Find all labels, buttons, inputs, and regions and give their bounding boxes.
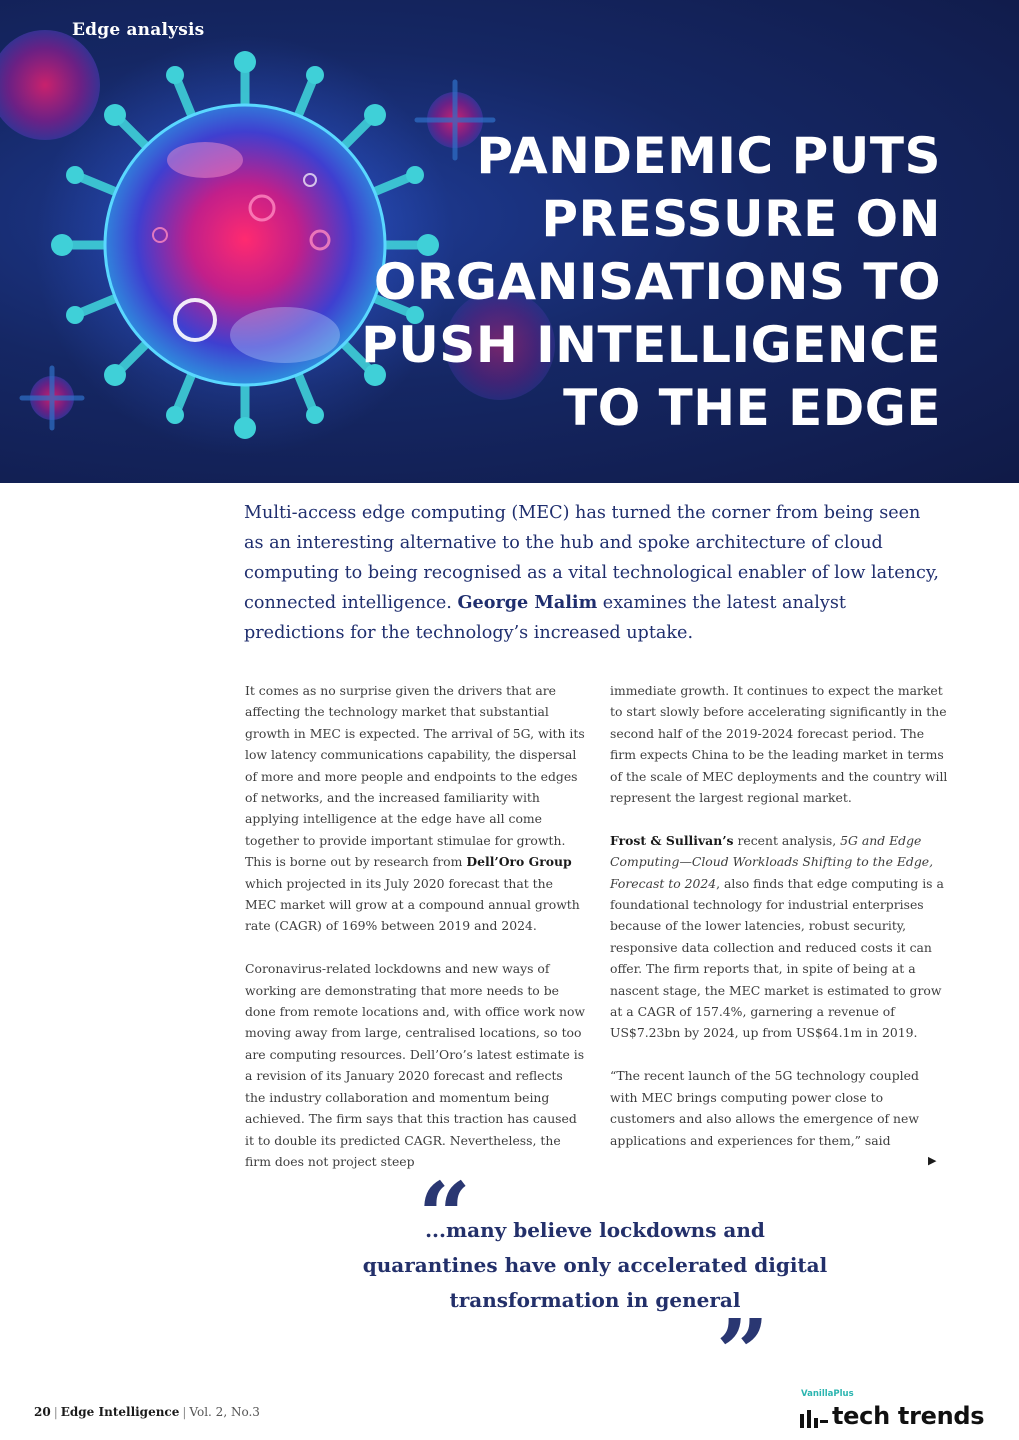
section-label: Edge analysis xyxy=(72,20,205,40)
company-name: Frost & Sullivan’s xyxy=(610,832,734,848)
publication-name: Edge Intelligence xyxy=(60,1405,180,1419)
body-column-right xyxy=(610,680,950,1172)
headline-line: PUSH INTELLIGENCE xyxy=(361,316,941,374)
open-quote-icon: “ xyxy=(418,1162,471,1270)
continue-arrow-icon: ▶ xyxy=(928,1154,937,1167)
body-column-left xyxy=(245,680,585,1194)
body-text: recent analysis, xyxy=(737,832,837,848)
pull-quote-line: ...many believe lockdowns and xyxy=(425,1218,765,1242)
headline-line: TO THE EDGE xyxy=(563,379,941,437)
pull-quote-line: quarantines have only accelerated digital xyxy=(362,1253,828,1277)
body-paragraph: “The recent launch of the 5G technology coupled with MEC brings computing power close to customers and also allows the emergence of new applications and experiences for them,” said xyxy=(610,1068,919,1148)
headline-line: PANDEMIC PUTS xyxy=(476,127,941,185)
body-paragraph: immediate growth. It continues to expect the market to start slowly before accelerating significantly in the second half of the 2019-2024 forecast period. The firm expects China to be the leading market in terms of the scale of MEC deployments and the country will represent the largest regional market. xyxy=(610,683,948,806)
bar-chart-logo-icon xyxy=(800,1408,828,1428)
body-text: It comes as no surprise given the drivers that are affecting the technology market that substantial growth in MEC is expected. The arrival of 5G, with its low latency communications capability, the dispersal of more and more people and endpoints to the edges of networks, and the increased familiarity with applying intelligence at the edge have all come together to provide important stimulae for growth. This is borne out by research from xyxy=(245,683,585,870)
headline-line: ORGANISATIONS TO xyxy=(373,253,941,311)
body-text: , also finds that edge computing is a foundational technology for industrial enterprises because of the lower latencies, robust security, responsive data collection and reduced costs it can offer. The firm reports that, in spite of being at a nascent stage, the MEC market is estimated to grow at a CAGR of 157.4%, garnering a revenue of US$7.23bn by 2024, up from US$64.1m in 2019. xyxy=(610,875,944,1041)
brand-parent-label: VanillaPlus xyxy=(801,1389,854,1399)
footer-separator: | xyxy=(182,1405,187,1419)
company-name: Dell’Oro Group xyxy=(466,854,572,870)
article-headline xyxy=(321,125,941,440)
author-name: George Malim xyxy=(457,592,598,613)
standfirst-text: Multi-access edge computing (MEC) has turned the corner from being seen as an interesting alternative to the hub and spoke architecture of cloud computing to being recognised as a vital technological enabler of low latency, connected intelligence. xyxy=(244,503,940,613)
footer-separator: | xyxy=(53,1405,58,1419)
hero-banner xyxy=(0,0,1019,483)
standfirst-text: examines the latest analyst predictions for the technology’s increased uptake. xyxy=(244,593,846,643)
body-paragraph xyxy=(610,830,950,1044)
brand-name: tech trends xyxy=(832,1402,985,1430)
report-title: 5G and Edge Computing—Cloud Workloads Shifting to the Edge, Forecast to 2024 xyxy=(610,832,934,891)
tech-trends-logo xyxy=(800,1400,984,1428)
headline-line: PRESSURE ON xyxy=(541,190,941,248)
article-standfirst xyxy=(244,498,944,648)
page-number: 20 xyxy=(34,1405,51,1419)
page-footer xyxy=(34,1405,260,1419)
issue-volume: Vol. 2, No.3 xyxy=(189,1405,260,1419)
body-text: which projected in its July 2020 forecast that the MEC market will grow at a compound annual growth rate (CAGR) of 169% between 2019 and 2024. xyxy=(245,875,580,934)
pull-quote-line: transformation in general xyxy=(449,1288,741,1312)
body-paragraph xyxy=(245,680,585,937)
body-paragraph: Coronavirus-related lockdowns and new ways of working are demonstrating that more needs to be done from remote locations and, with office work now moving away from large, centralised locations, so too are computing resources. Dell’Oro’s latest estimate is a revision of its January 2020 forecast and reflects the industry collaboration and momentum being achieved. The firm says that this traction has caused it to double its predicted CAGR. Nevertheless, the firm does not project steep xyxy=(245,961,586,1169)
close-quote-icon: ” xyxy=(716,1299,769,1407)
